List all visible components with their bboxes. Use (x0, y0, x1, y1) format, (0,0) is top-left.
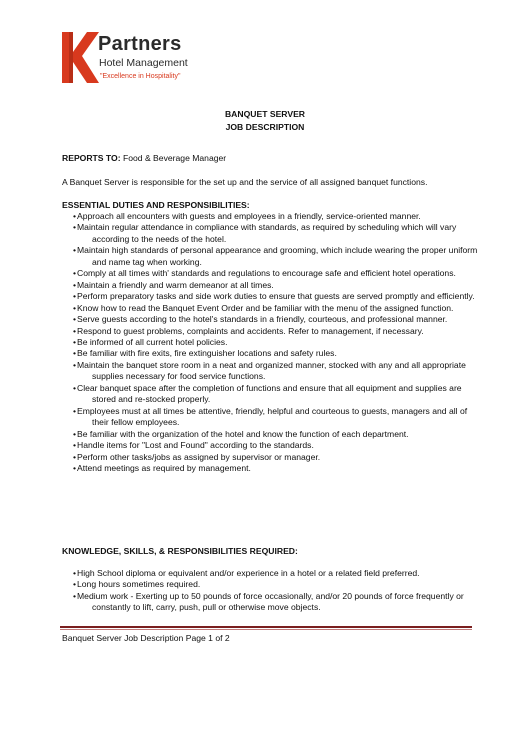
list-item: • Maintain the banquet store room in a neat and organized manner, stocked with any and all appropriate supplies necessary for food service functions. (62, 360, 482, 383)
list-item: • Maintain regular attendance in compliance with standards, as required by scheduling which will vary according to the needs of the hotel. (62, 222, 482, 245)
list-item: • Be familiar with the organization of the hotel and know the function of each department. (62, 429, 482, 440)
reports-to-label: REPORTS TO: (62, 153, 121, 163)
document-title (0, 108, 530, 134)
list-item: • Approach all encounters with guests and employees in a friendly, service-oriented manner. (62, 211, 482, 222)
list-item: • Perform preparatory tasks and side work duties to ensure that guests are served promptly and efficiently. (62, 291, 482, 302)
summary-text: A Banquet Server is responsible for the set up and the service of all assigned banquet functions. (62, 177, 428, 187)
k-logo-mark (60, 30, 100, 86)
list-item: • Be familiar with fire exits, fire extinguisher locations and safety rules. (62, 348, 482, 359)
brand-subtitle: Hotel Management (99, 57, 188, 69)
list-item: • Employees must at all times be attentive, friendly, helpful and courteous to guests, managers and all of their fellow employees. (62, 406, 482, 429)
list-item: • Respond to guest problems, complaints and accidents. Refer to management, if necessary. (62, 326, 482, 337)
list-item: • Clear banquet space after the completion of functions and ensure that all equipment and supplies are stored and re-stocked properly. (62, 383, 482, 406)
list-item: • Serve guests according to the hotel's standards in a friendly, courteous, and professional manner. (62, 314, 482, 325)
list-item: • Attend meetings as required by management. (62, 463, 482, 474)
list-item: • Maintain high standards of personal appearance and grooming, which include wearing the proper uniform and name tag when working. (62, 245, 482, 268)
list-item: • Be informed of all current hotel policies. (62, 337, 482, 348)
brand-name: Partners (98, 33, 182, 55)
footer-divider-shadow (60, 629, 472, 630)
skills-list (62, 568, 482, 614)
list-item: • Know how to read the Banquet Event Order and be familiar with the menu of the assigned function. (62, 303, 482, 314)
reports-to-value: Food & Beverage Manager (120, 153, 227, 163)
list-item: • Medium work - Exerting up to 50 pounds of force occasionally, and/or 20 pounds of force frequently or constantly to lift, carry, push, pull or otherwise move objects. (62, 591, 482, 614)
list-item: • Perform other tasks/jobs as assigned by supervisor or manager. (62, 452, 482, 463)
duties-list (62, 211, 482, 474)
company-logo (60, 30, 220, 90)
duties-heading: ESSENTIAL DUTIES AND RESPONSIBILITIES: (62, 200, 250, 210)
reports-to (62, 152, 226, 164)
list-item: • Long hours sometimes required. (62, 579, 482, 590)
title-line-2: JOB DESCRIPTION (225, 122, 305, 132)
skills-heading: KNOWLEDGE, SKILLS, & RESPONSIBILITIES REQUIRED: (62, 546, 298, 556)
brand-tagline: "Excellence in Hospitality" (100, 73, 181, 80)
footer-divider (60, 626, 472, 628)
list-item: • Maintain a friendly and warm demeanor at all times. (62, 280, 482, 291)
page-footer: Banquet Server Job Description Page 1 of 2 (62, 633, 230, 643)
list-item: • Comply at all times with' standards and regulations to encourage safe and efficient hotel operations. (62, 268, 482, 279)
list-item: • High School diploma or equivalent and/or experience in a hotel or a related field preferred. (62, 568, 482, 579)
list-item: • Handle items for "Lost and Found" according to the standards. (62, 440, 482, 451)
title-line-1: BANQUET SERVER (224, 109, 306, 119)
